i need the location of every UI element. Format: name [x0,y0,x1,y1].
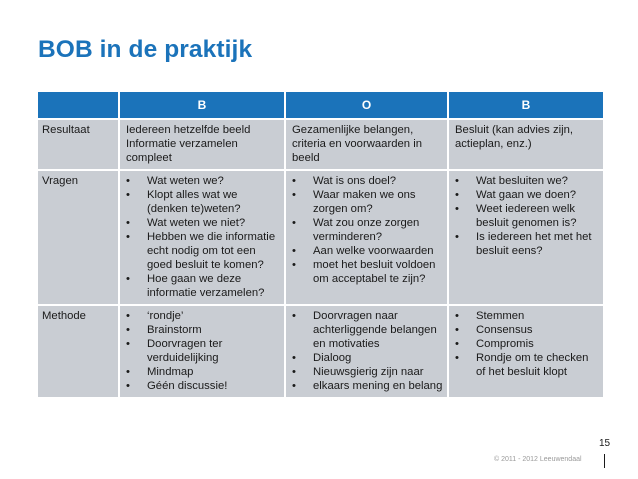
list-item: • Compromis [455,338,534,350]
page-number-divider [604,454,605,468]
list-item: • elkaars mening en belang [292,380,443,392]
list-item: • Doorvragen ter verduidelijking [126,338,223,364]
bullet-list [292,309,443,393]
header-b-besluitvorming: B [449,92,603,118]
list-item: • Waar maken we ons zorgen om? [292,189,416,215]
table-header-row [38,92,603,118]
copyright-notice: © 2011 - 2012 Leeuwendaal [494,456,582,463]
list-item: • Wat zou onze zorgen verminderen? [292,217,420,243]
bullet-list [455,174,599,258]
cell-methode-b2 [449,304,603,397]
list-item: • Hoe gaan we deze informatie verzamelen? [126,273,265,299]
list-item: • Doorvragen naar achterliggende belangen en motivaties [292,310,437,350]
list-item: • Nieuwsgierig zijn naar [292,366,424,378]
page-number: 15 [599,438,611,449]
bullet-list [292,174,443,286]
header-b-beeldvorming: B [120,92,286,118]
list-item: • Stemmen [455,310,525,322]
cell-resultaat-b2: Besluit (kan advies zijn, actieplan, enz.) [449,118,603,169]
row-methode [38,304,603,397]
cell-methode-b1 [120,304,286,397]
cell-resultaat-b1: Iedereen hetzelfde beeld Informatie verzamelen compleet [120,118,286,169]
header-empty [38,92,120,118]
list-item: • Mindmap [126,366,194,378]
list-item: • Weet iedereen welk besluit genomen is? [455,203,577,229]
cell-vragen-b1 [120,169,286,304]
cell-resultaat-o: Gezamenlijke belangen, criteria en voorwaarden in beeld [286,118,449,169]
list-item: • Hebben we die informatie echt nodig om tot een goed besluit te komen? [126,231,276,271]
list-item: • Dialoog [292,352,352,364]
bullet-list [126,174,280,300]
list-item: • ‘rondje’ [126,310,184,322]
list-item: • Aan welke voorwaarden [292,245,434,257]
list-item: • Brainstorm [126,324,202,336]
row-vragen [38,169,603,304]
bullet-list [126,309,280,393]
bob-table [38,92,603,397]
list-item: • Wat weten we? [126,175,224,187]
list-item: • Klopt alles wat we (denken te)weten? [126,189,241,215]
row-label-resultaat: Resultaat [38,118,120,169]
slide-title: BOB in de praktijk [38,36,253,63]
list-item: • Is iedereen het met het besluit eens? [455,231,592,257]
list-item: • Wat weten we niet? [126,217,246,229]
list-item: • Géén discussie! [126,380,228,392]
bullet-list [455,309,599,379]
row-label-vragen: Vragen [38,169,120,304]
cell-vragen-o [286,169,449,304]
cell-vragen-b2 [449,169,603,304]
list-item: • Consensus [455,324,533,336]
list-item: • Wat besluiten we? [455,175,568,187]
list-item: • moet het besluit voldoen om acceptabel te zijn? [292,259,436,285]
list-item: • Wat gaan we doen? [455,189,577,201]
list-item: • Wat is ons doel? [292,175,397,187]
row-resultaat [38,118,603,169]
row-label-methode: Methode [38,304,120,397]
list-item: • Rondje om te checken of het besluit klopt [455,352,589,378]
header-o-oordeelsvorming: O [286,92,449,118]
cell-methode-o [286,304,449,397]
